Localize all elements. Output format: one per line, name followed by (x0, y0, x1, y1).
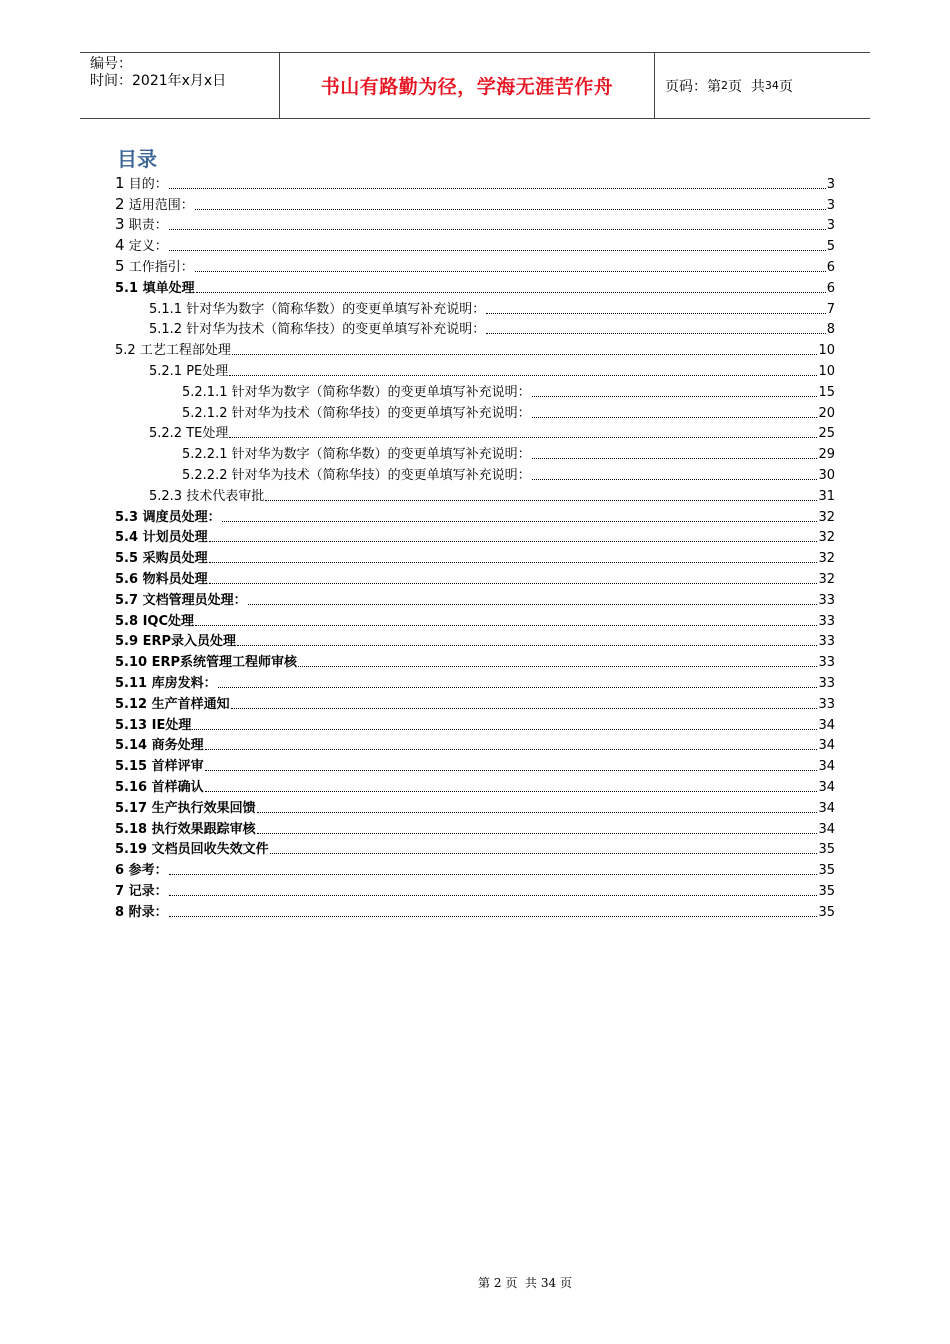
toc-entry-text: PE处理 (186, 363, 229, 379)
toc-dot-leader (298, 665, 817, 667)
toc-entry-text: TE处理 (186, 426, 229, 442)
toc-entry-label (115, 301, 485, 318)
toc-entry-text: IQC处理 (142, 613, 194, 629)
toc-entry-label (115, 883, 168, 900)
toc-entry-page: 6 (826, 259, 835, 275)
toc-entry[interactable] (115, 609, 835, 630)
toc-dot-leader (169, 249, 826, 251)
toc-dot-leader (232, 353, 818, 355)
toc-entry-page: 3 (826, 218, 835, 234)
toc-entry-page: 34 (818, 738, 835, 754)
toc-entry-label (115, 175, 168, 193)
toc-entry[interactable] (115, 276, 835, 297)
toc-entry-text: ERP系统管理工程师审核 (151, 655, 298, 671)
toc-entry-text: 执行效果跟踪审核 (151, 821, 256, 837)
toc-entry-label (115, 446, 531, 463)
toc-entry-page: 15 (818, 384, 835, 400)
toc-entry-number: 5.2.2 (149, 426, 183, 442)
toc-entry-page: 30 (818, 467, 835, 483)
toc-entry-label (115, 237, 168, 255)
toc-entry[interactable] (115, 380, 835, 401)
table-of-contents (115, 172, 835, 921)
toc-entry-page: 35 (818, 883, 835, 899)
toc-entry[interactable] (115, 650, 835, 671)
toc-entry-text: 针对华为数字（简称华数）的变更单填写补充说明： (231, 447, 531, 463)
toc-entry-text: 商务处理 (151, 738, 204, 754)
toc-dot-leader (532, 478, 818, 480)
toc-entry-page: 32 (818, 551, 835, 567)
toc-dot-leader (205, 790, 818, 792)
toc-entry[interactable] (115, 318, 835, 339)
toc-entry-text: 适用范围： (128, 197, 194, 213)
toc-entry-label (115, 363, 228, 380)
toc-entry-page: 31 (818, 488, 835, 504)
toc-entry-page: 33 (818, 675, 835, 691)
toc-entry-number: 5.2.1.2 (182, 405, 228, 421)
footer-page-number: 2 (493, 1276, 502, 1290)
toc-entry-label (115, 425, 228, 442)
footer-suffix: 页 (559, 1276, 572, 1290)
header-motto: 书山有路勤为径，学海无涯苦作舟 (280, 53, 655, 118)
toc-entry-number: 3 (115, 215, 125, 234)
toc-entry-label (115, 675, 217, 692)
toc-entry[interactable] (115, 858, 835, 879)
toc-entry-text: 首样评审 (151, 759, 204, 775)
toc-entry[interactable] (115, 879, 835, 900)
toc-entry-label (115, 779, 204, 796)
toc-entry[interactable] (115, 505, 835, 526)
toc-entry-label (115, 571, 208, 588)
toc-entry-label (115, 613, 194, 630)
toc-entry-page: 34 (818, 821, 835, 837)
toc-entry[interactable] (115, 630, 835, 651)
toc-entry-text: 生产执行效果回馈 (151, 800, 256, 816)
toc-entry-label (115, 342, 231, 359)
toc-entry-page: 7 (826, 301, 835, 317)
toc-dot-leader (486, 332, 825, 334)
toc-entry-text: 填单处理 (142, 280, 195, 296)
toc-entry-number: 5.4 (115, 530, 139, 546)
toc-entry-number: 5.6 (115, 571, 139, 587)
toc-dot-leader (257, 832, 818, 834)
toc-dot-leader (169, 894, 818, 896)
toc-entry-text: 目的： (128, 176, 168, 192)
toc-entry-number: 5.18 (115, 821, 148, 837)
toc-entry[interactable] (115, 526, 835, 547)
toc-entry-page: 33 (818, 592, 835, 608)
toc-entry[interactable] (115, 713, 835, 734)
toc-entry[interactable] (115, 338, 835, 359)
toc-entry-label (115, 196, 194, 214)
toc-entry-page: 3 (826, 176, 835, 192)
toc-entry-text: 计划员处理 (142, 530, 208, 546)
toc-entry-number: 2 (115, 194, 125, 213)
page-suffix: 页 (778, 78, 793, 95)
toc-entry[interactable] (115, 754, 835, 775)
toc-dot-leader (532, 457, 818, 459)
toc-entry-number: 1 (115, 173, 125, 192)
toc-entry-page: 34 (818, 759, 835, 775)
toc-entry-label (115, 280, 195, 297)
toc-entry-text: 针对华为技术（简称华技）的变更单填写补充说明： (231, 467, 531, 483)
toc-entry-label (115, 758, 204, 775)
toc-entry-label (115, 258, 194, 276)
toc-dot-leader (237, 644, 817, 646)
toc-entry-text: 工作指引： (128, 259, 194, 275)
page-prefix: 页码：第 (665, 78, 721, 95)
page-mid: 页 共 (728, 78, 765, 95)
toc-entry-text: 物料员处理 (142, 571, 208, 587)
toc-entry-text: 针对华为数字（简称华数）的变更单填写补充说明： (186, 301, 486, 317)
toc-entry-number: 5.7 (115, 592, 139, 608)
toc-entry-page: 33 (818, 655, 835, 671)
toc-dot-leader (169, 915, 818, 917)
toc-entry-number: 5.19 (115, 842, 148, 858)
toc-entry-text: 针对华为技术（简称华技）的变更单填写补充说明： (231, 405, 531, 421)
toc-dot-leader (265, 499, 817, 501)
toc-entry-label (115, 550, 208, 567)
toc-entry-page: 32 (818, 571, 835, 587)
toc-entry[interactable] (115, 546, 835, 567)
toc-entry[interactable] (115, 214, 835, 235)
toc-entry-page: 25 (818, 426, 835, 442)
toc-entry[interactable] (115, 796, 835, 817)
toc-dot-leader (229, 374, 817, 376)
toc-entry-text: 针对华为数字（简称华数）的变更单填写补充说明： (231, 384, 531, 400)
toc-dot-leader (486, 312, 825, 314)
toc-entry-page: 32 (818, 509, 835, 525)
toc-dot-leader (248, 603, 818, 605)
toc-entry-page: 32 (818, 530, 835, 546)
toc-entry-number: 5.2.1 (149, 363, 183, 379)
toc-entry-page: 33 (818, 696, 835, 712)
toc-dot-leader (222, 520, 818, 522)
toc-dot-leader (532, 395, 818, 397)
toc-entry-text: 生产首样通知 (151, 696, 230, 712)
toc-entry-number: 5.8 (115, 613, 139, 629)
toc-entry-page: 35 (818, 842, 835, 858)
toc-entry[interactable] (115, 442, 835, 463)
toc-dot-leader (192, 728, 817, 730)
toc-entry-label (115, 509, 221, 526)
document-time-label: 时间：2021年x月x日 (90, 73, 227, 89)
toc-entry-label (115, 467, 531, 484)
toc-entry-number: 5 (115, 256, 125, 275)
toc-entry-label (115, 488, 264, 505)
toc-entry-number: 5.1 (115, 280, 139, 296)
toc-dot-leader (218, 686, 818, 688)
toc-entry-page: 8 (826, 322, 835, 338)
toc-dot-leader (169, 873, 818, 875)
toc-entry-text: 文档管理员处理： (142, 592, 247, 608)
toc-entry[interactable] (115, 588, 835, 609)
toc-dot-leader (196, 291, 826, 293)
toc-entry[interactable] (115, 692, 835, 713)
toc-entry[interactable] (115, 838, 835, 859)
toc-entry[interactable] (115, 359, 835, 380)
toc-entry-number: 5.1.2 (149, 322, 183, 338)
toc-entry-number: 5.5 (115, 551, 139, 567)
toc-entry-text: 针对华为技术（简称华技）的变更单填写补充说明： (186, 322, 486, 338)
toc-entry-label (115, 592, 247, 609)
toc-entry-label (115, 633, 236, 650)
toc-entry[interactable] (115, 401, 835, 422)
toc-entry[interactable] (115, 817, 835, 838)
toc-entry[interactable] (115, 463, 835, 484)
toc-entry-number: 8 (115, 904, 125, 920)
footer-page-total: 34 (540, 1276, 557, 1290)
toc-entry-page: 35 (818, 863, 835, 879)
toc-entry[interactable] (115, 671, 835, 692)
toc-entry-number: 5.2.3 (149, 488, 183, 504)
toc-entry-page: 5 (826, 239, 835, 255)
page-number: 2 (721, 79, 728, 92)
toc-entry-number: 5.2.2.2 (182, 467, 228, 483)
toc-dot-leader (257, 811, 818, 813)
toc-entry-number: 5.14 (115, 738, 148, 754)
toc-entry-label (115, 904, 168, 921)
toc-dot-leader (195, 208, 826, 210)
toc-entry-label (115, 321, 485, 338)
toc-entry-label (115, 405, 531, 422)
toc-entry-page: 34 (818, 779, 835, 795)
toc-dot-leader (209, 582, 818, 584)
toc-entry-text: 库房发料： (151, 675, 217, 691)
toc-entry-page: 10 (818, 363, 835, 379)
toc-entry-number: 6 (115, 863, 125, 879)
toc-entry-page: 34 (818, 800, 835, 816)
toc-entry-number: 5.2 (115, 343, 136, 359)
toc-dot-leader (169, 187, 826, 189)
toc-entry-number: 5.11 (115, 675, 148, 691)
toc-dot-leader (195, 270, 826, 272)
toc-entry-page: 33 (818, 613, 835, 629)
toc-entry-text: 文档员回收失效文件 (151, 842, 269, 858)
toc-entry-label (115, 529, 208, 546)
header-page-info (655, 53, 870, 118)
toc-entry-text: 定义： (128, 239, 168, 255)
toc-entry-number: 5.13 (115, 717, 148, 733)
toc-entry-label (115, 800, 256, 817)
toc-entry-number: 5.12 (115, 696, 148, 712)
header-meta (80, 53, 280, 118)
toc-entry-label (115, 216, 168, 234)
document-header (80, 52, 870, 119)
toc-entry-page: 29 (818, 447, 835, 463)
toc-entry-label (115, 654, 297, 671)
toc-entry-text: 调度员处理： (142, 509, 221, 525)
footer-mid: 页 共 (505, 1276, 537, 1290)
toc-entry-number: 5.15 (115, 759, 148, 775)
toc-entry-text: 附录： (128, 904, 168, 920)
toc-entry-page: 33 (818, 634, 835, 650)
toc-entry[interactable] (115, 234, 835, 255)
toc-entry-text: 采购员处理 (142, 551, 208, 567)
toc-entry-label (115, 717, 191, 734)
toc-entry[interactable] (115, 775, 835, 796)
toc-entry-text: 参考： (128, 863, 168, 879)
toc-dot-leader (209, 540, 818, 542)
toc-entry-label (115, 737, 204, 754)
toc-entry[interactable] (115, 297, 835, 318)
toc-entry-label (115, 841, 269, 858)
toc-entry-text: 首样确认 (151, 779, 204, 795)
toc-dot-leader (209, 561, 818, 563)
toc-entry-page: 34 (818, 717, 835, 733)
toc-entry-page: 3 (826, 197, 835, 213)
toc-dot-leader (270, 852, 818, 854)
toc-entry-number: 5.3 (115, 509, 139, 525)
page-total: 34 (764, 79, 779, 92)
toc-entry-text: 技术代表审批 (186, 488, 265, 504)
toc-dot-leader (231, 707, 818, 709)
toc-entry-number: 5.1.1 (149, 301, 183, 317)
toc-entry[interactable] (115, 484, 835, 505)
toc-entry-page: 35 (818, 904, 835, 920)
toc-entry-number: 5.17 (115, 800, 148, 816)
toc-entry-page: 10 (818, 343, 835, 359)
toc-dot-leader (229, 436, 817, 438)
toc-entry-number: 5.10 (115, 655, 148, 671)
toc-entry-number: 5.16 (115, 779, 148, 795)
toc-entry[interactable] (115, 734, 835, 755)
toc-title: 目录 (117, 147, 157, 171)
toc-entry-text: 职责： (128, 218, 168, 234)
toc-entry-label (115, 821, 256, 838)
toc-entry[interactable] (115, 567, 835, 588)
toc-entry-label (115, 384, 531, 401)
toc-dot-leader (169, 228, 826, 230)
toc-entry-number: 5.9 (115, 634, 139, 650)
toc-entry-number: 5.2.2.1 (182, 447, 228, 463)
toc-dot-leader (205, 748, 818, 750)
toc-entry-label (115, 696, 230, 713)
toc-entry[interactable] (115, 900, 835, 921)
footer-prefix: 第 (478, 1276, 491, 1290)
toc-dot-leader (195, 624, 817, 626)
toc-entry-page: 6 (826, 280, 835, 296)
toc-entry-text: 记录： (128, 883, 168, 899)
toc-dot-leader (532, 416, 818, 418)
toc-entry-text: IE处理 (151, 717, 192, 733)
toc-entry-text: 工艺工程部处理 (139, 343, 231, 359)
toc-entry-number: 4 (115, 236, 125, 255)
toc-entry[interactable] (115, 422, 835, 443)
page-footer (0, 1274, 950, 1291)
toc-entry[interactable] (115, 255, 835, 276)
toc-dot-leader (205, 769, 818, 771)
toc-entry-number: 5.2.1.1 (182, 384, 228, 400)
toc-entry-text: ERP录入员处理 (142, 634, 236, 650)
toc-entry-label (115, 862, 168, 879)
toc-entry-page: 20 (818, 405, 835, 421)
toc-entry-number: 7 (115, 883, 125, 899)
toc-entry[interactable] (115, 193, 835, 214)
toc-entry[interactable] (115, 172, 835, 193)
document-code-label: 编号： (90, 56, 132, 72)
